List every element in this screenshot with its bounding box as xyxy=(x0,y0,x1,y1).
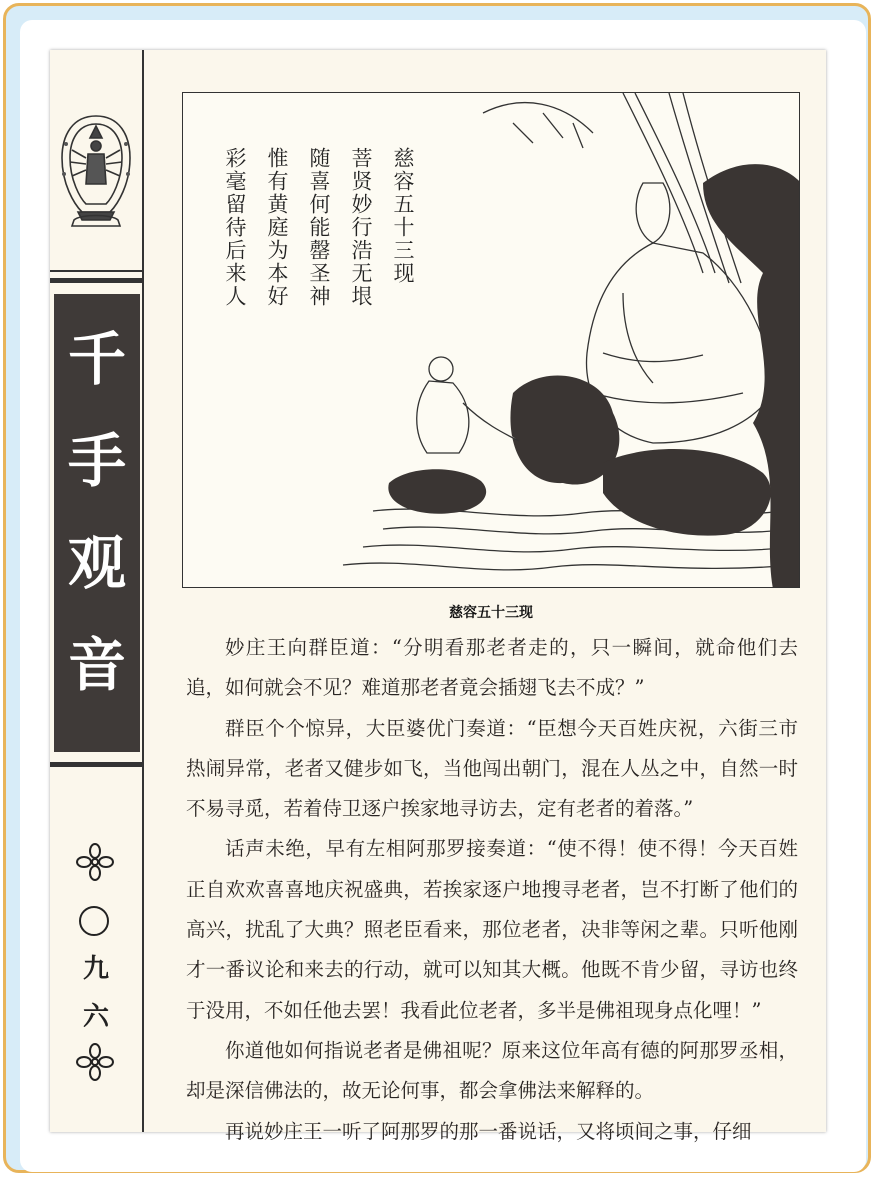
guanyin-emblem-icon xyxy=(50,54,142,270)
poem-column: 慈容五十三现 xyxy=(391,147,415,285)
poem-column: 随喜何能罄圣神 xyxy=(307,147,331,308)
book-title-panel xyxy=(54,294,140,752)
illustration-caption: 慈容五十三现 xyxy=(449,605,533,621)
guanyin-illustration xyxy=(182,92,800,588)
page-number-panel xyxy=(50,778,142,1132)
book-title-char: 千 xyxy=(67,325,126,393)
body-text xyxy=(186,628,798,1152)
circle-ornament-icon xyxy=(79,906,109,936)
poem-column: 惟有黄庭为本好 xyxy=(265,147,289,308)
body-paragraph: 妙庄王向群臣道：“分明看那老者走的，只一瞬间，就命他们去追，如何就会不见？难道那老者竟会插翅飞去不成？” xyxy=(186,636,798,700)
book-title-char: 音 xyxy=(67,631,126,699)
body-paragraph: 群臣个个惊异，大臣婆优门奏道：“臣想今天百姓庆祝，六街三市热闹异常，老者又健步如飞，当他闯出朝门，混在人丛之中，自然一时不易寻觅，若着侍卫逐户挨家地寻访去，定有老者的着落。” xyxy=(186,716,798,821)
body-paragraph: 话声未绝，早有左相阿那罗接奏道：“使不得！使不得！今天百姓正自欢欢喜喜地庆祝盛典，若挨家逐户地搜寻老者，岂不打断了他们的高兴，扰乱了大典？照老臣看来，那位老者，决非等闲之辈。只听他刚才一番议论和来去的行动，就可以知其大概。他既不肯少留，寻访也终于没用，不如任他去罢！我看此位老者，多半是佛祖现身点化哩！” xyxy=(186,837,798,1022)
flower-ornament-icon xyxy=(71,1042,119,1082)
book-title-char: 观 xyxy=(67,529,126,597)
book-page xyxy=(50,50,826,1143)
sidebar xyxy=(50,50,144,1132)
poem-column: 菩贤妙行浩无垠 xyxy=(349,147,373,308)
sidebar-rule-top xyxy=(50,278,142,283)
emblem-panel xyxy=(50,54,142,272)
body-paragraph: 你道他如何指说老者是佛祖呢？原来这位年高有德的阿那罗丞相，却是深信佛法的，故无论何事，都会拿佛法来解释的。 xyxy=(186,1038,798,1103)
page-number-char: 九 xyxy=(82,954,109,984)
book-title-char: 手 xyxy=(67,427,126,495)
body-paragraph: 再说妙庄王一听了阿那罗的那一番说话，又将顷间之事，仔细 xyxy=(225,1119,752,1143)
flower-ornament-icon xyxy=(71,842,119,882)
page-number-char: 六 xyxy=(82,1002,109,1032)
sidebar-rule-bottom xyxy=(50,762,142,767)
poem-column: 彩毫留待后来人 xyxy=(223,147,247,308)
